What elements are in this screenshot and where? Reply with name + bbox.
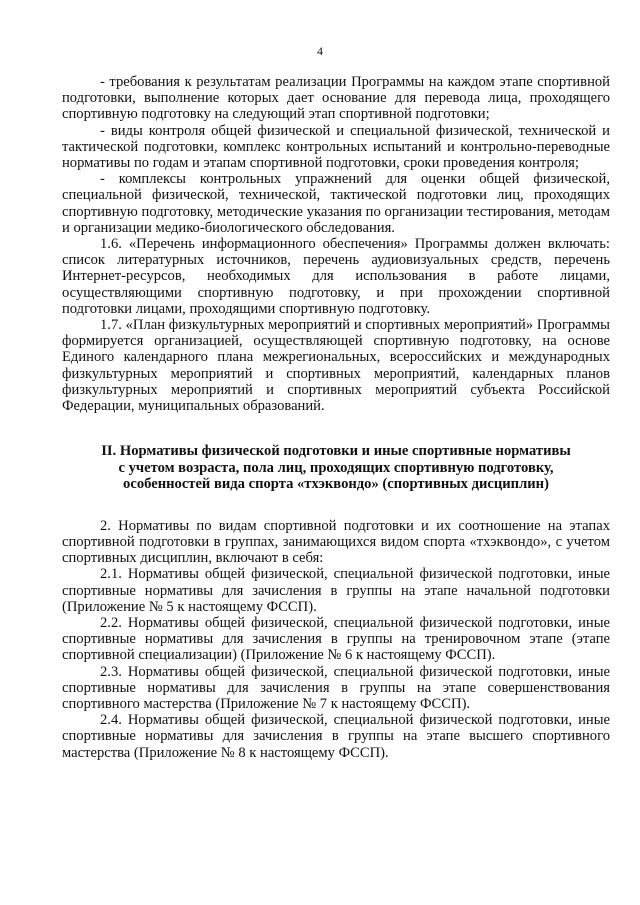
paragraph-2-2: 2.2. Нормативы общей физической, специальной физической подготовки, иные спортивные нормативы для зачисления в группы на тренировочном этапе (этапе спортивной специализации) (Приложение № 6 к настоящему ФССП).: [62, 614, 610, 664]
paragraph-1-7-events-plan: 1.7. «План физкультурных мероприятий и спортивных мероприятий» Программы формируется организацией, осуществляющей спортивную подготовку, на основе Единого календарного плана межрегиональных, всероссийских и международных физкультурных мероприятий и спортивных мероприятий, календарных планов физкультурных мероприятий и спортивных мероприятий субъекта Российской Федерации, муниципальных образований.: [62, 317, 610, 415]
section-heading-line-1: II. Нормативы физической подготовки и иные спортивные нормативы: [101, 443, 571, 460]
paragraph-2-4: 2.4. Нормативы общей физической, специальной физической подготовки, иные спортивные нормативы для зачисления в группы на этапе высшего спортивного мастерства (Приложение № 8 к настоящему ФССП).: [62, 712, 610, 761]
paragraph-control-types: - виды контроля общей физической и специальной физической, технической и тактической подготовки, комплекс контрольных испытаний и контрольно-переводные нормативы по годам и этапам спортивной подготовки, сроки проведения контроля;: [62, 122, 610, 172]
paragraph-2-1: 2.1. Нормативы общей физической, специальной физической подготовки, иные спортивные нормативы для зачисления в группы на этапе начальной подготовки (Приложение № 5 к настоящему ФССП).: [62, 566, 610, 615]
paragraph-requirements: - требования к результатам реализации Программы на каждом этапе спортивной подготовки, выполнение которых дает основание для перевода лица, проходящего спортивную подготовку на следующий этап спортивной подготовки;: [62, 74, 610, 123]
page-number: 4: [317, 44, 323, 58]
section-heading-line-2: с учетом возраста, пола лиц, проходящих спортивную подготовку,: [118, 459, 554, 476]
section-heading: [62, 443, 610, 493]
paragraph-1-6-information: 1.6. «Перечень информационного обеспечения» Программы должен включать: список литературных источников, перечень аудиовизуальных средств, перечень Интернет-ресурсов, необходимых для использования в работе лицами, осуществляющими спортивную подготовку, и при прохождении спортивной подготовки лицами, проходящими спортивную подготовку.: [62, 236, 610, 317]
section-heading-line-3: особенностей вида спорта «тхэквондо» (спортивных дисциплин): [123, 476, 549, 493]
paragraph-2-norms: 2. Нормативы по видам спортивной подготовки и их соотношение на этапах спортивной подготовки в группах, занимающихся видом спорта «тхэквондо», с учетом спортивных дисциплин, включают в себя:: [62, 517, 610, 567]
paragraph-control-exercises: - комплексы контрольных упражнений для оценки общей физической, специальной физической, технической, тактической подготовки лиц, проходящих спортивную подготовку, методические указания по организации тестирования, методам и организации медико-биологического обследования.: [62, 171, 610, 236]
document-body: [62, 74, 610, 761]
paragraph-2-3: 2.3. Нормативы общей физической, специальной физической подготовки, иные спортивные нормативы для зачисления в группы на этапе совершенствования спортивного мастерства (Приложение № 7 к настоящему ФССП).: [62, 663, 610, 712]
